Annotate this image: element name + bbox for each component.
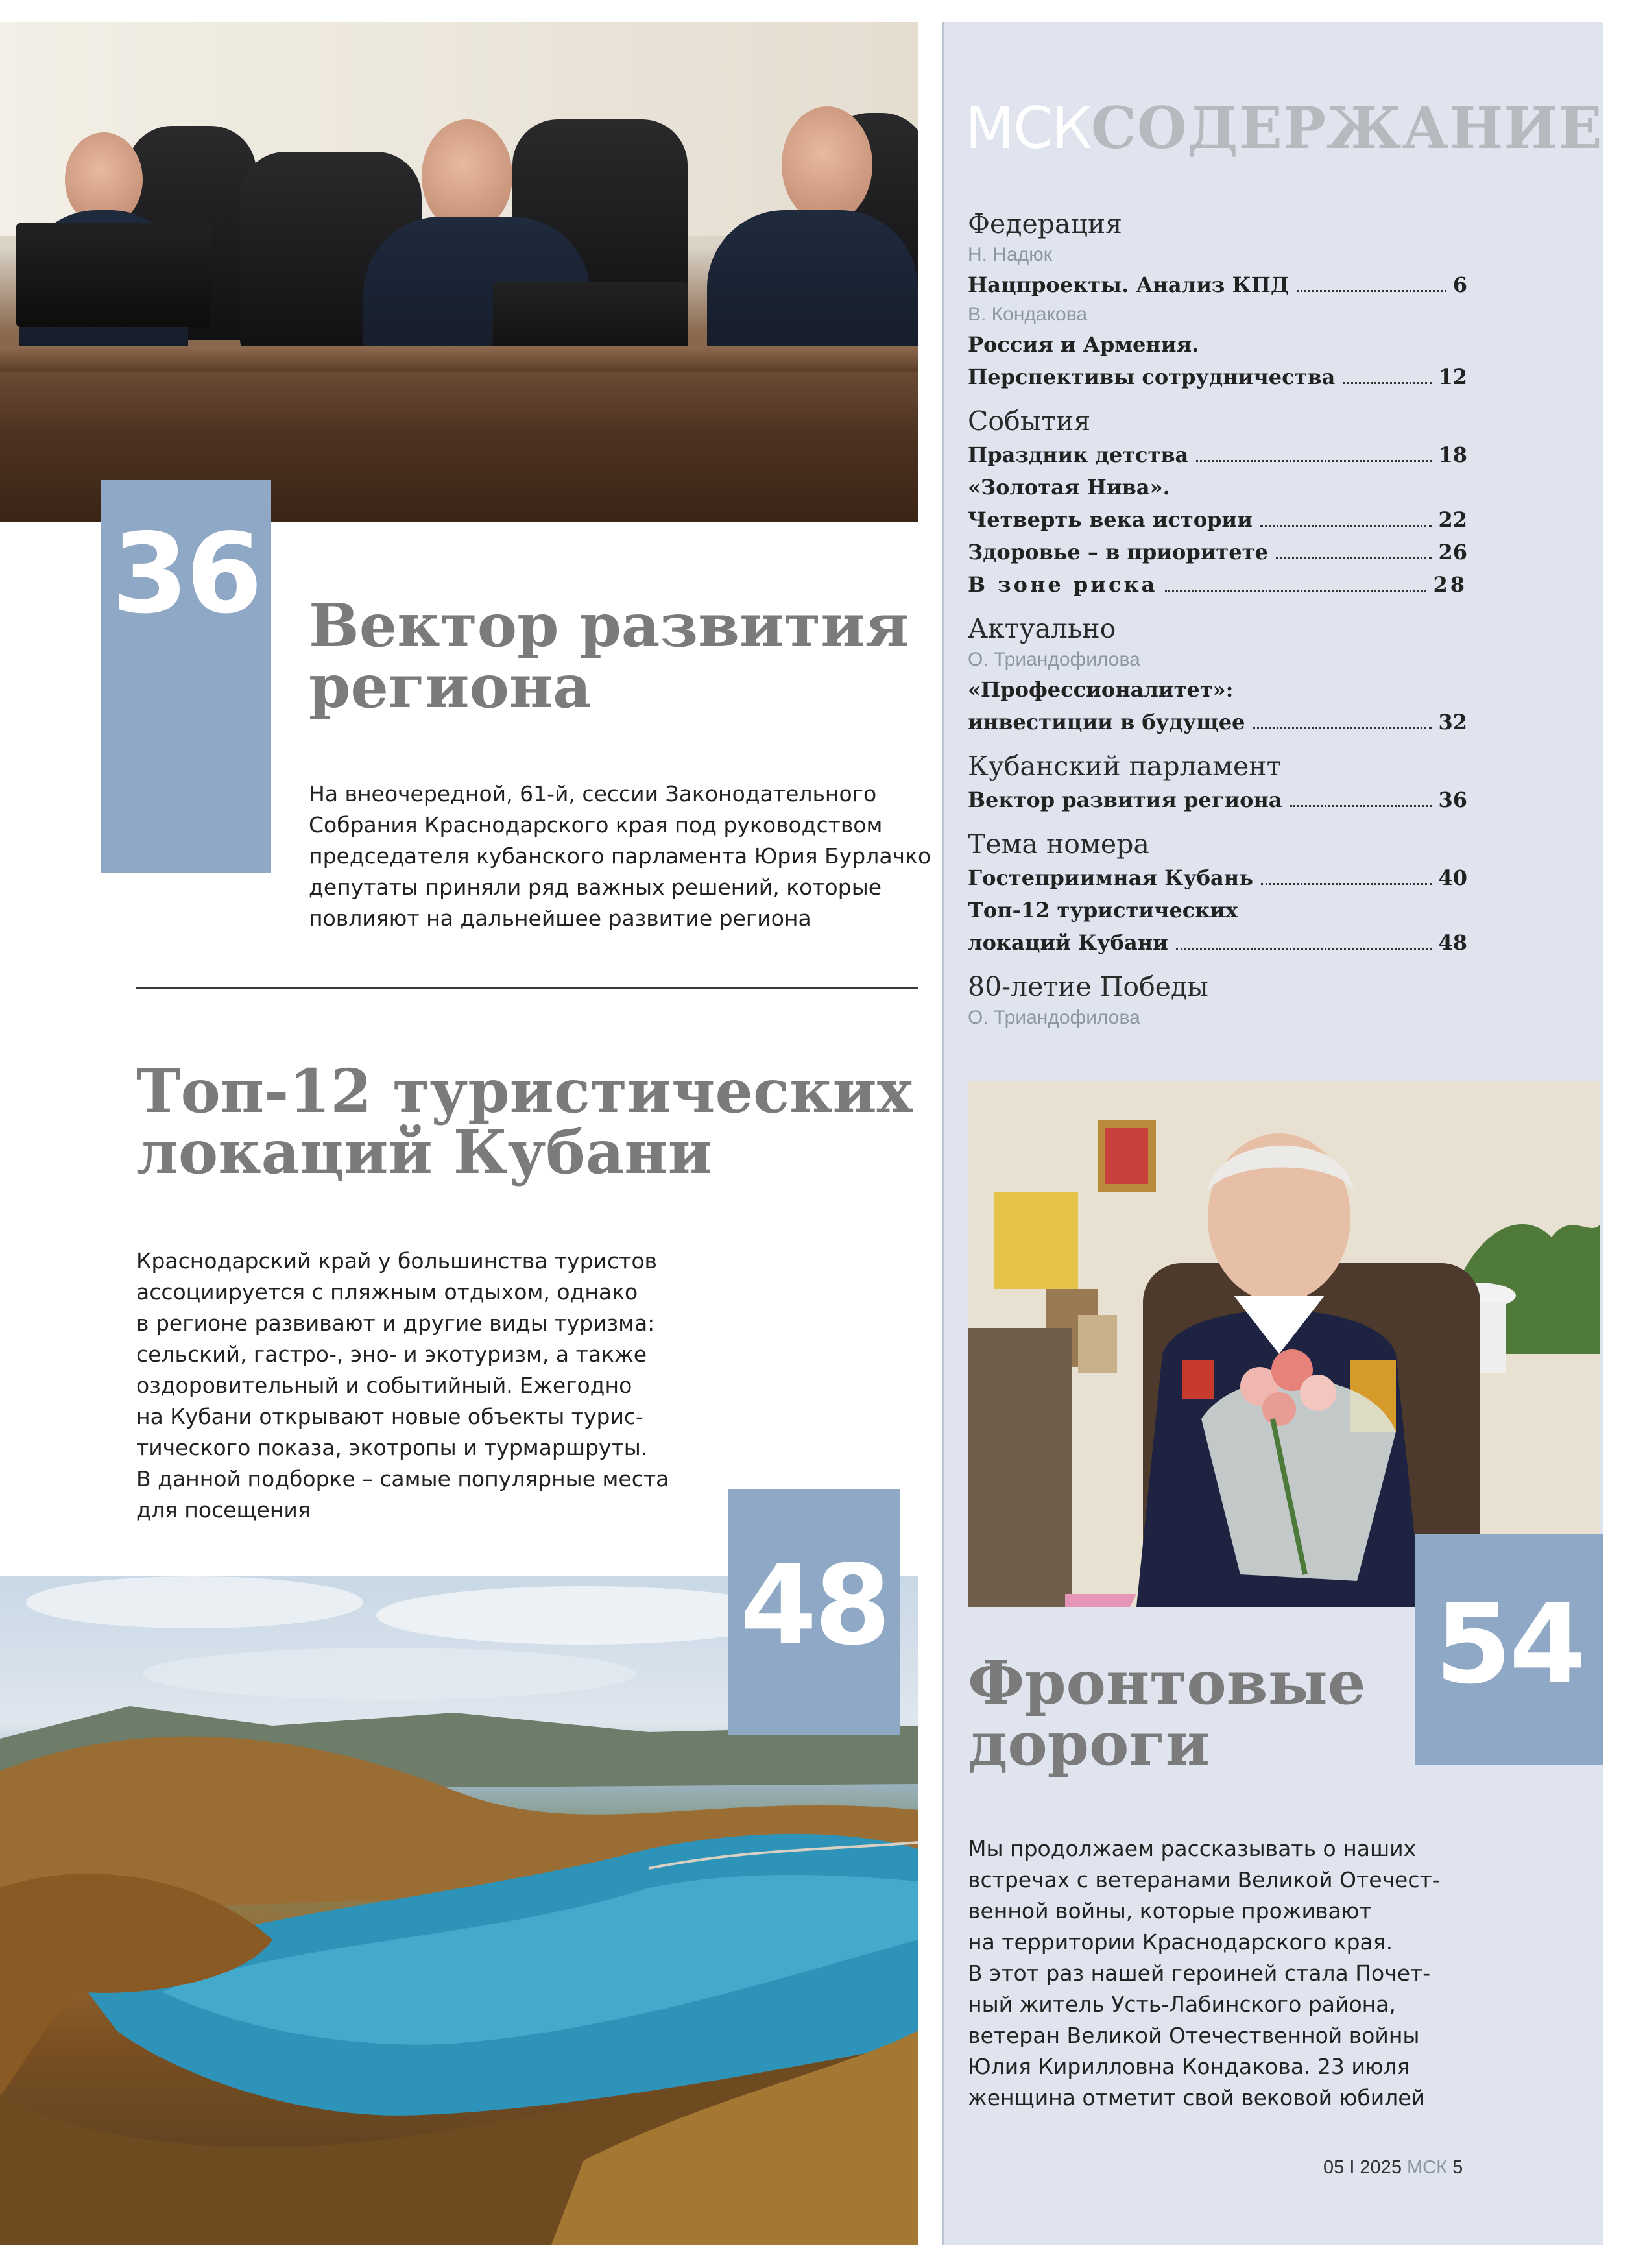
toc-author: В. Кондакова bbox=[968, 304, 1088, 325]
toc-entry-professionalitet[interactable]: инвестиции в будущее 32 bbox=[968, 710, 1467, 734]
toc-entry-hospitable-kuban[interactable]: Гостеприимная Кубань 40 bbox=[968, 865, 1467, 890]
page-footer bbox=[1323, 2157, 1463, 2178]
toc-panel-border bbox=[942, 22, 944, 2245]
page-number-box-54[interactable] bbox=[1415, 1534, 1603, 1765]
article-title-vector[interactable]: Вектор развития региона bbox=[309, 590, 909, 721]
masthead-brand: МСК bbox=[965, 95, 1091, 162]
article-lead-frontline-roads: Мы продолжаем рассказывать о наших встречах с ветеранами Великой Отечест- венной войны, которые проживают на территории Краснодарского края. В этот раз нашей героиней стала Почет- ный житель Усть-Лабинского района, ветеран Великой Отечественной войны Юлия Кирилловна Кондакова. 23 июля женщина отметит свой вековой юбилей bbox=[968, 1836, 1440, 2110]
toc-entry-russia-armenia-line1[interactable]: Россия и Армения. bbox=[968, 332, 1199, 357]
toc-entry-zolotaya-niva-line1[interactable]: «Золотая Нива». bbox=[968, 475, 1170, 500]
toc-section-theme: Тема номера bbox=[968, 828, 1149, 860]
page-number-36: 36 bbox=[112, 510, 260, 638]
photo-parliament-session bbox=[0, 22, 918, 522]
toc-entry-russia-armenia[interactable]: Перспективы сотрудничества 12 bbox=[968, 365, 1467, 389]
page-number-48: 48 bbox=[740, 1541, 889, 1670]
photo-veteran bbox=[968, 1081, 1600, 1607]
footer-issue: 05 I 2025 bbox=[1323, 2157, 1402, 2178]
article-title-top12[interactable]: Топ-12 туристических локаций Кубани bbox=[136, 1056, 913, 1187]
toc-entry-natsproekty[interactable]: Нацпроекты. Анализ КПД 6 bbox=[968, 272, 1467, 297]
toc-section-parliament: Кубанский парламент bbox=[968, 751, 1282, 782]
toc-section-actual: Актуально bbox=[968, 613, 1116, 644]
toc-entry-top12-line1[interactable]: Топ-12 туристических bbox=[968, 898, 1238, 923]
toc-entry-health[interactable]: Здоровье – в приоритете 26 bbox=[968, 540, 1467, 564]
page-number-54: 54 bbox=[1435, 1580, 1583, 1709]
toc-author: О. Триандофилова bbox=[968, 1007, 1140, 1028]
toc-section-events: События bbox=[968, 405, 1091, 437]
masthead-title: СОДЕРЖАНИЕ bbox=[1090, 94, 1603, 162]
section-divider bbox=[136, 987, 918, 989]
toc-entry-top12[interactable]: локаций Кубани 48 bbox=[968, 930, 1467, 955]
table-of-contents bbox=[968, 206, 1467, 1031]
toc-entry-risk-zone[interactable]: В зоне риска 28 bbox=[968, 572, 1467, 597]
article-lead-vector: На внеочередной, 61-й, сессии Законодательного Собрания Краснодарского края под руководством председателя кубанского парламента Юрия Бурлачко депутаты приняли ряд важных решений, которые повлияют на дальнейшее развитие региона bbox=[309, 781, 931, 931]
page-number-box-36[interactable] bbox=[101, 480, 271, 873]
toc-entry-vector[interactable]: Вектор развития региона 36 bbox=[968, 788, 1467, 812]
toc-section-victory: 80-летие Победы bbox=[968, 971, 1208, 1002]
toc-entry-professionalitet-line1[interactable]: «Профессионалитет»: bbox=[968, 677, 1234, 702]
article-title-frontline-roads[interactable]: Фронтовые дороги bbox=[968, 1648, 1366, 1779]
masthead bbox=[965, 94, 1603, 162]
page-number-box-48[interactable] bbox=[728, 1489, 900, 1735]
footer-page-number: 5 bbox=[1452, 2157, 1463, 2178]
toc-author: О. Триандофилова bbox=[968, 649, 1140, 670]
toc-author: Н. Надюк bbox=[968, 244, 1052, 265]
toc-entry-children-holiday[interactable]: Праздник детства 18 bbox=[968, 442, 1467, 467]
footer-brand: МСК bbox=[1407, 2157, 1448, 2178]
toc-entry-zolotaya-niva[interactable]: Четверть века истории 22 bbox=[968, 507, 1467, 532]
toc-section-federation: Федерация bbox=[968, 208, 1123, 239]
article-lead-top12: Краснодарский край у большинства туристов ассоциируется с пляжным отдыхом, однако в регионе развивают и другие виды туризма: сельский, гастро-, эно- и экотуризм, а также оздоровительный и событийный. Ежегодно на Кубани открывают новые объекты турис- тического показа, экотропы и турмаршруты. В данной подборке – самые популярные места для посещения bbox=[136, 1248, 669, 1523]
